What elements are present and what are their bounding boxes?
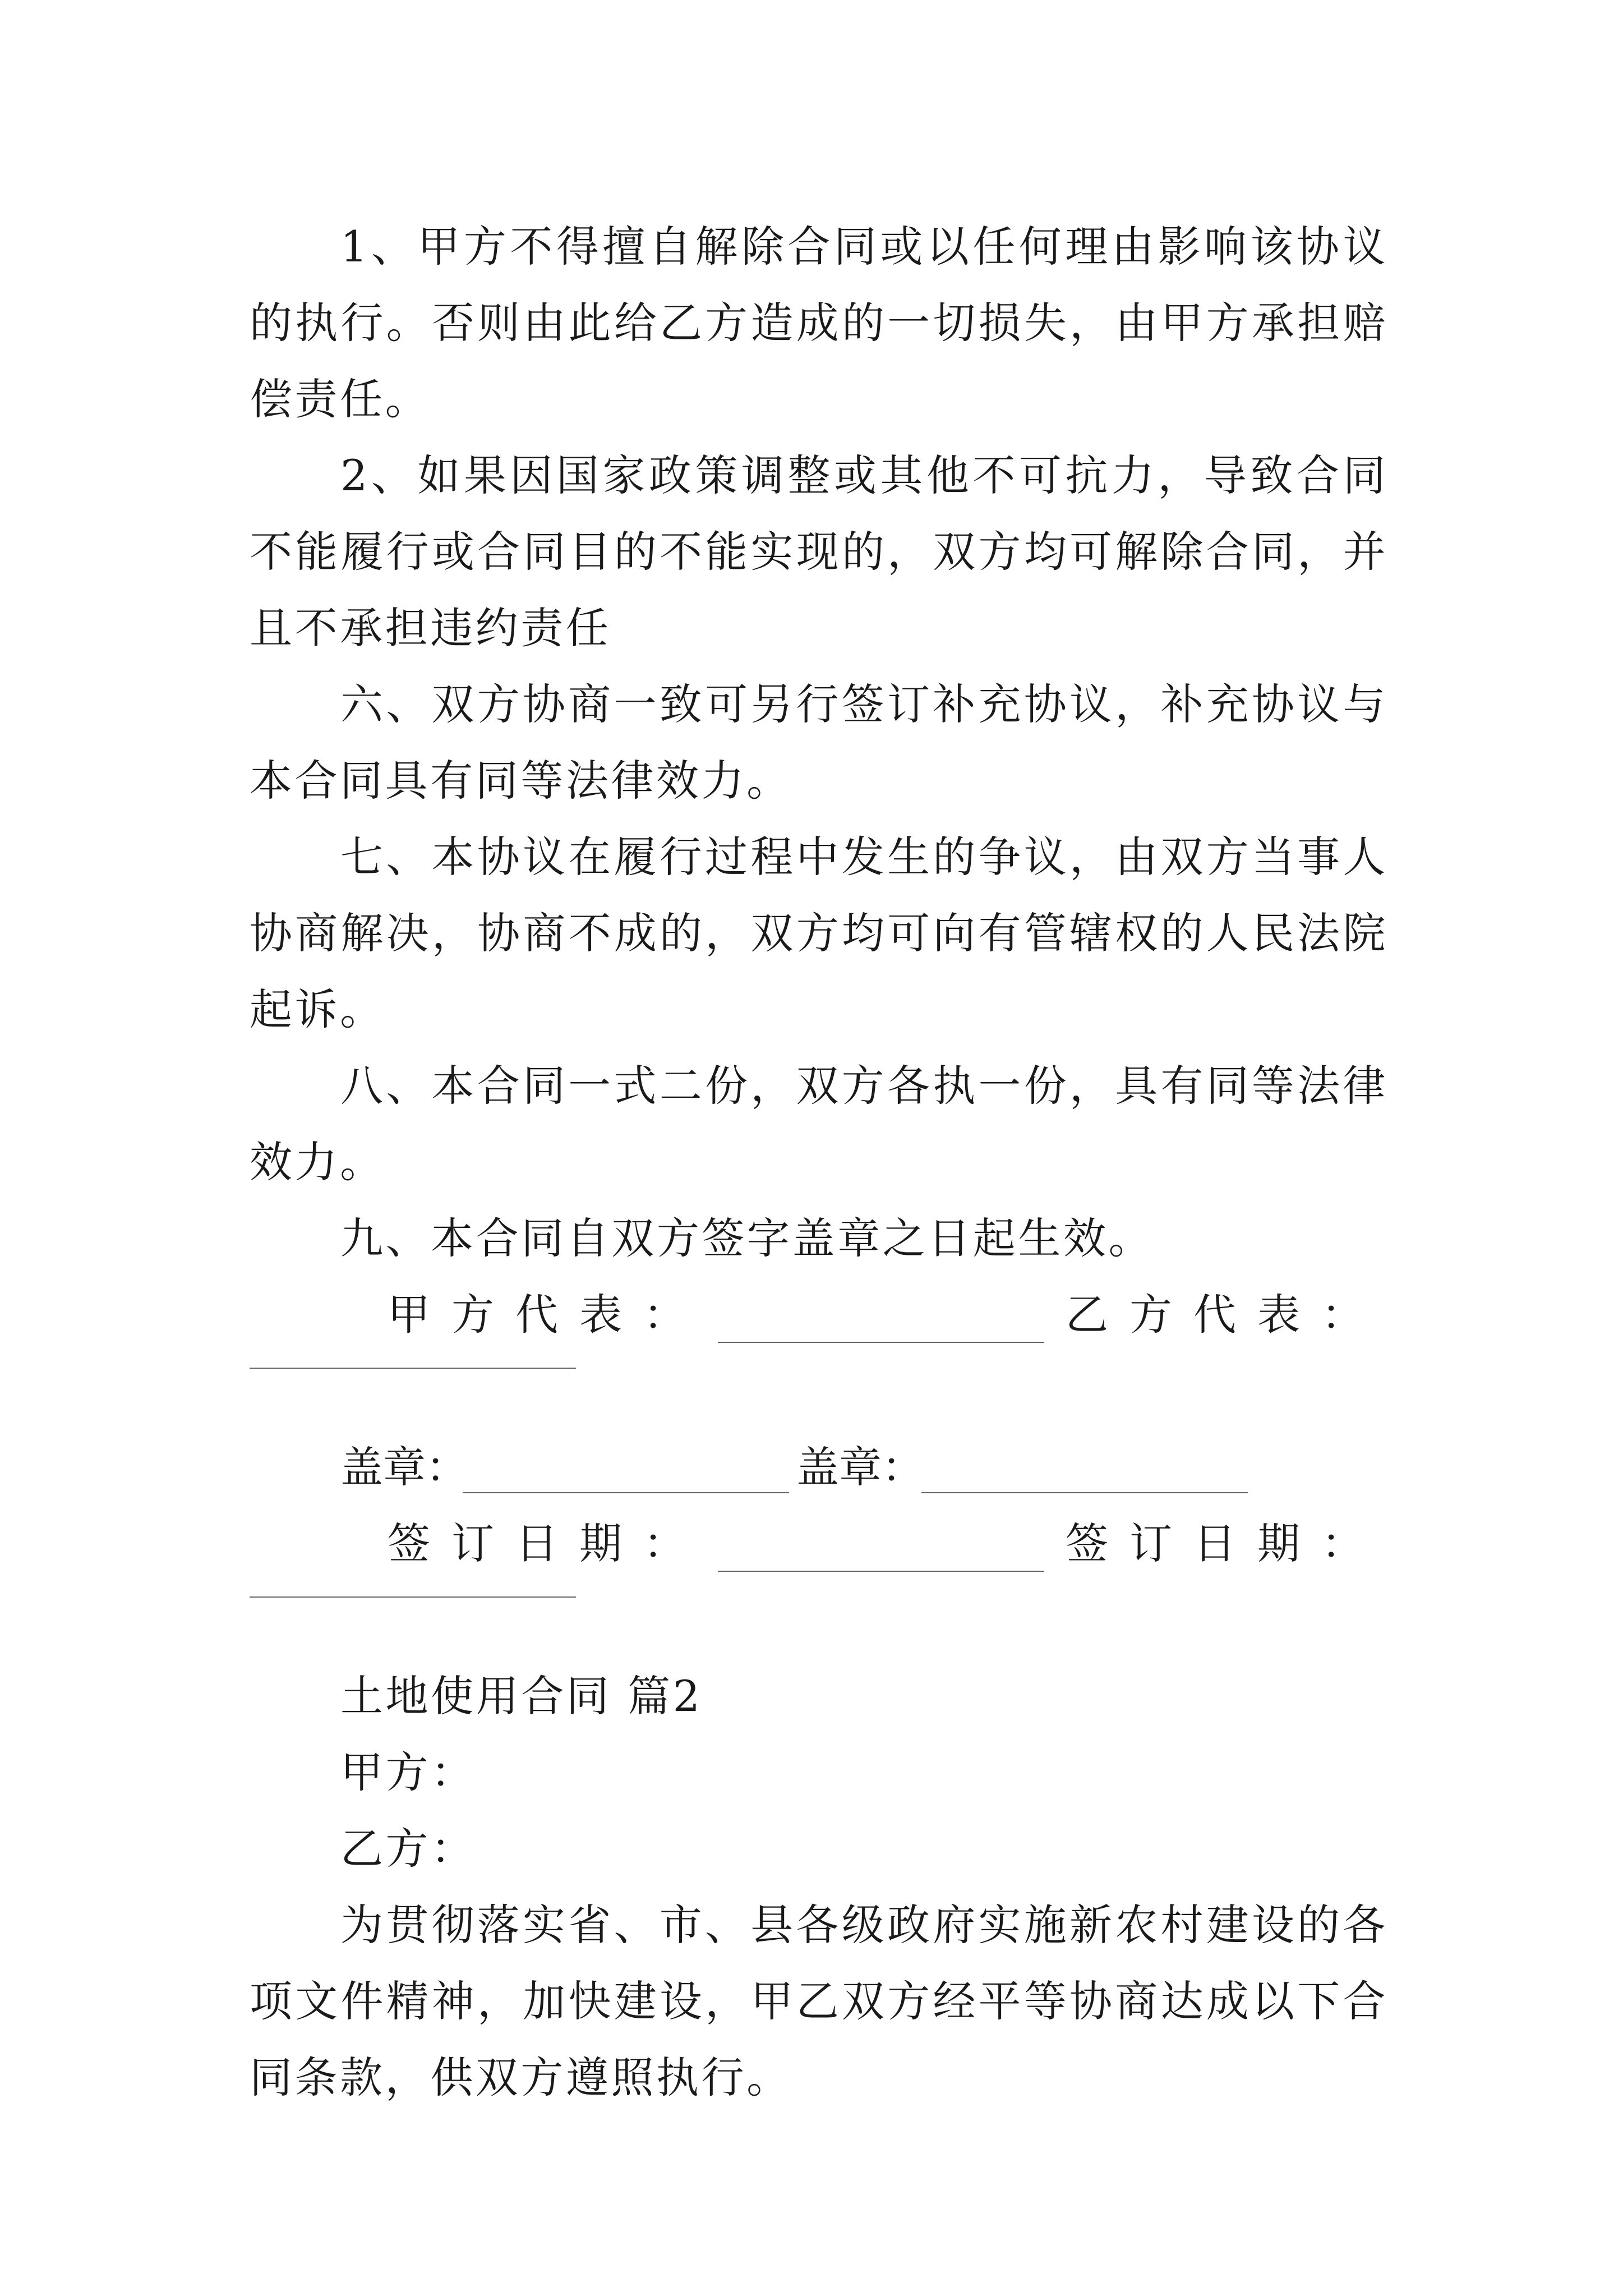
section-2-intro: 为贯彻落实省、市、县各级政府实施新农村建设的各项文件精神，加快建设，甲乙双方经平等协商达成以下合同条款，供双方遵照执行。 [250, 1900, 1388, 2102]
clause-2: 2、如果因国家政策调整或其他不可抗力，导致合同不能履行或合同目的不能实现的，双方均可解除合同，并且不承担违约责任 [250, 450, 1388, 653]
party-b-rep-blank-row [250, 1353, 1388, 1429]
stamp-b-blank [921, 1492, 1248, 1493]
stamp-a-label: 盖章： [340, 1442, 468, 1492]
clause-6: 六、双方协商一致可另行签订补充协议，补充协议与本合同具有同等法律效力。 [250, 679, 1388, 806]
party-b-label: 乙方： [340, 1824, 476, 1874]
clause-8: 八、本合同一式二份，双方各执一份，具有同等法律效力。 [250, 1061, 1388, 1187]
date-a-label: 签订日期： [388, 1519, 707, 1568]
clause-9: 九、本合同自双方签字盖章之日起生效。 [340, 1213, 1154, 1263]
stamp-a-blank [463, 1492, 789, 1493]
date-a-blank [718, 1571, 1044, 1572]
party-a-label: 甲方： [340, 1747, 476, 1797]
document-body [250, 209, 1388, 2116]
stamp-b-label: 盖章： [796, 1442, 924, 1492]
party-a-rep-blank [718, 1342, 1044, 1343]
section-2-title: 土地使用合同 篇2 [340, 1671, 703, 1721]
stamp-row [250, 1429, 1388, 1506]
date-b-blank [250, 1596, 576, 1598]
date-b-label: 签订日期： [1066, 1519, 1385, 1568]
date-b-blank-row [250, 1582, 1388, 1658]
party-b-rep-blank [250, 1368, 576, 1369]
clause-7: 七、本协议在履行过程中发生的争议，由双方当事人协商解决，协商不成的，双方均可向有管辖权的人民法院起诉。 [250, 832, 1388, 1034]
clause-1: 1、甲方不得擅自解除合同或以任何理由影响该协议的执行。否则由此给乙方造成的一切损失，由甲方承担赔偿责任。 [250, 222, 1388, 424]
date-row [250, 1506, 1388, 1582]
party-b-rep-label: 乙方代表： [1066, 1290, 1385, 1340]
representatives-row [250, 1277, 1388, 1353]
party-a-rep-label: 甲方代表： [388, 1290, 707, 1340]
